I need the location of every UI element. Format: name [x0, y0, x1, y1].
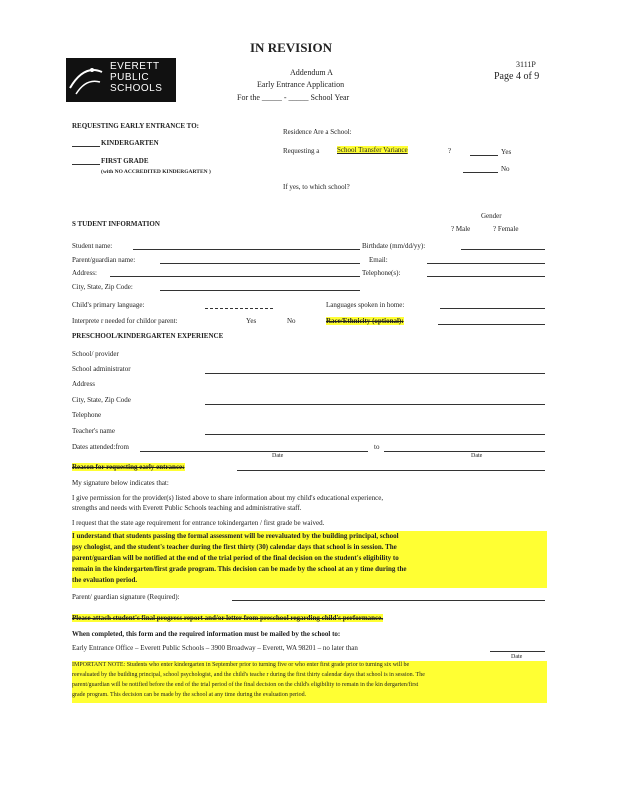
race-ethnicity-label: Race/Ethnicity (optional):	[326, 317, 404, 325]
addendum-line-2: Early Entrance Application	[257, 80, 345, 89]
provider-label: School/ provider	[72, 350, 119, 358]
email-field[interactable]	[427, 263, 545, 264]
parent-name-label: Parent/guardian name:	[72, 256, 136, 264]
mailing-instruction: When completed, this form and the required information must be mailed by the school to:	[72, 630, 341, 638]
page-number: Page 4 of 9	[494, 71, 540, 82]
transfer-yes-label: Yes	[501, 148, 512, 156]
parent-signature-label: Parent/ guardian signature (Required):	[72, 593, 180, 601]
email-label: Email:	[369, 256, 388, 264]
telephone-field[interactable]	[427, 276, 545, 277]
understand-line-5: the evaluation period.	[72, 576, 138, 584]
page-title: IN REVISION	[250, 40, 332, 55]
logo-line-1: EVERETT	[110, 61, 160, 72]
requesting-transfer-label: Requesting a	[283, 147, 320, 155]
addendum-line-3: For the _____ - _____ School Year	[237, 93, 350, 102]
everett-public-schools-logo	[66, 58, 176, 102]
permission-line-2: strengths and needs with Everett Public Schools teaching and administrative staff.	[72, 504, 302, 512]
interpreter-label: Interprete r needed for childor parent:	[72, 317, 178, 325]
parent-name-field[interactable]	[160, 263, 360, 264]
primary-language-label: Child's primary language:	[72, 301, 145, 309]
first-grade-checkline[interactable]	[72, 164, 100, 165]
preschool-heading: PRESCHOOL/KINDERGARTEN EXPERIENCE	[72, 332, 224, 340]
kindergarten-label: KINDERGARTEN	[101, 139, 159, 147]
languages-home-field[interactable]	[440, 308, 545, 309]
no-accredited-note: (with NO ACCREDITED KINDERGARTEN )	[101, 169, 211, 175]
preschool-city-label: City, State, Zip Code	[72, 396, 131, 404]
city-state-zip-field[interactable]	[160, 290, 360, 291]
preschool-telephone-label: Telephone	[72, 411, 102, 419]
transfer-no-line[interactable]	[463, 172, 498, 173]
languages-home-label: Languages spoken in home:	[326, 301, 405, 309]
form-code: 3111P	[516, 60, 536, 69]
city-state-zip-label: City, State, Zip Code:	[72, 283, 133, 291]
birthdate-label: Birthdate (mm/dd/yy):	[362, 242, 426, 250]
first-grade-label: FIRST GRADE	[101, 157, 149, 165]
important-note-line-2: reevaluated by the building principal, school psychologist, and the child's teache r during the first thirty calendar days that school is in session. The	[72, 672, 425, 678]
date-to-label: to	[374, 443, 380, 451]
preschool-address-label: Address	[72, 380, 95, 388]
waiver-request: I request that the state age requirement for entrance tokindergarten / first grade be waived.	[72, 519, 325, 527]
dates-attended-label: Dates attended:from	[72, 443, 129, 451]
transfer-no-label: No	[501, 165, 510, 173]
logo-line-3: SCHOOLS	[110, 83, 163, 94]
student-name-label: Student name:	[72, 242, 113, 250]
understand-line-1: I understand that students passing the formal assessment will be reevaluated by the building principal, school	[72, 532, 399, 540]
parent-signature-field[interactable]	[232, 600, 545, 601]
transfer-yes-line[interactable]	[470, 155, 498, 156]
telephone-label: Telephone(s):	[362, 269, 401, 277]
address-field[interactable]	[110, 276, 360, 277]
date-to-field[interactable]	[384, 451, 545, 452]
date-from-caption: Date	[272, 453, 284, 459]
logo-line-2: PUBLIC	[110, 72, 150, 83]
understand-line-4: remain in the kindergarten/first grade program. This decision can be made by the school at an y time during the	[72, 565, 407, 573]
reason-heading: Reason for requesting early entrance:	[72, 463, 185, 471]
deadline-date-caption: Date	[511, 654, 523, 660]
understand-line-3: parent/guardian will be notified at the end of the trial period of the final decision on the student's eligibility to	[72, 554, 399, 562]
important-note-line-1: IMPORTANT NOTE: Students who enter kindergarten in September prior to turning five or who enter first grade prior to turning six will be	[72, 662, 410, 668]
administrator-label: School administrator	[72, 365, 131, 373]
date-from-field[interactable]	[140, 451, 368, 452]
permission-line-1: I give permission for the provider(s) listed above to share information about my child's educational experience,	[72, 494, 384, 502]
kindergarten-checkline[interactable]	[72, 146, 100, 147]
student-info-heading: S TUDENT INFORMATION	[72, 220, 160, 228]
deadline-date-field[interactable]	[490, 651, 545, 652]
important-note-line-4: grade program. This decision can be made by the school at any time during the evaluation period.	[72, 692, 307, 698]
school-transfer-variance: School Transfer Variance	[337, 146, 408, 154]
attach-instruction: Please attach student's final progress report and/or letter from preschool regarding child's performance.	[72, 614, 384, 622]
interpreter-no[interactable]: No	[287, 317, 296, 325]
gender-label: Gender	[481, 212, 502, 220]
gender-male-option[interactable]: ? Male	[451, 225, 471, 233]
important-note-line-3: parent/guardian will be notified before the end of the trial period of the final decision on the child's eligibility to remain in the kin dergarten/first	[72, 682, 419, 688]
interpreter-yes[interactable]: Yes	[246, 317, 257, 325]
teacher-name-label: Teacher's name	[72, 427, 115, 435]
race-ethnicity-field[interactable]	[438, 324, 545, 325]
question-mark: ?	[448, 147, 452, 155]
address-label: Address:	[72, 269, 97, 277]
primary-language-field[interactable]	[205, 308, 273, 309]
reason-field[interactable]	[237, 470, 545, 471]
signature-intro: My signature below indicates that:	[72, 479, 169, 487]
teacher-name-field[interactable]	[205, 434, 545, 435]
understand-line-2: psy chologist, and the student's teacher during the first thirty (30) calendar days that school is in session. The	[72, 543, 397, 551]
administrator-field[interactable]	[205, 373, 545, 374]
residence-label: Residence Are a School:	[283, 128, 352, 136]
date-to-caption: Date	[471, 453, 483, 459]
student-name-field[interactable]	[133, 249, 360, 250]
gender-female-option[interactable]: ? Female	[493, 225, 519, 233]
mailing-address: Early Entrance Office – Everett Public Schools – 3900 Broadway – Everett, WA 98201 – no later than	[72, 644, 358, 652]
requesting-heading: REQUESTING EARLY ENTRANCE TO:	[72, 122, 200, 130]
addendum-line-1: Addendum A	[290, 68, 333, 77]
preschool-city-field[interactable]	[205, 404, 545, 405]
which-school-label: If yes, to which school?	[283, 183, 350, 191]
birthdate-field[interactable]	[461, 249, 545, 250]
swoosh-icon	[66, 58, 106, 102]
